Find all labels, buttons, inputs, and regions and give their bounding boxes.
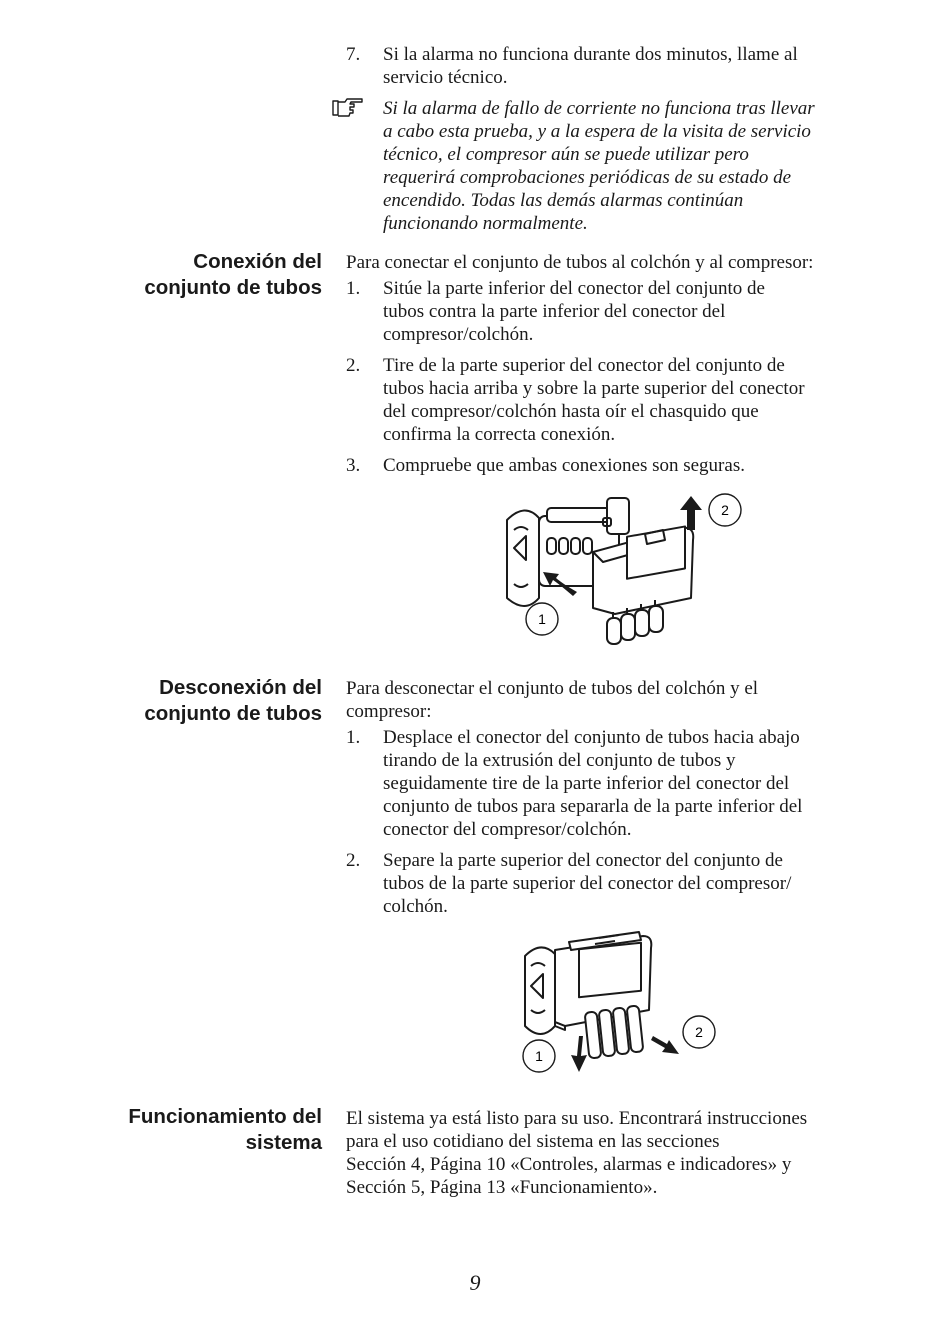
list-item <box>346 726 866 841</box>
heading-line: conjunto de tubos <box>144 276 322 299</box>
text-line: tubos contra la parte inferior del conector del <box>383 301 726 322</box>
list-number: 2. <box>346 355 361 376</box>
list-item <box>346 277 866 346</box>
list-item <box>346 849 866 918</box>
text-line: confirma la correcta conexión. <box>383 424 616 445</box>
list-number: 1. <box>346 727 361 748</box>
text-line: Desplace el conector del conjunto de tubos hacia abajo <box>383 727 800 748</box>
intro-text <box>346 677 866 723</box>
text-line: Separe la parte superior del conector del conjunto de <box>383 850 783 871</box>
note-line: Si la alarma de fallo de corriente no funciona tras llevar <box>383 98 815 119</box>
top-section <box>346 43 866 235</box>
list-item <box>346 454 866 477</box>
text-line: tirando de la extrusión del conjunto de tubos y <box>383 750 736 771</box>
operation-section <box>346 1107 866 1199</box>
section-heading-connect <box>62 249 322 301</box>
callout-label: 1 <box>535 1048 543 1064</box>
note-line: a cabo esta prueba, y a la espera de la visita de servicio <box>383 121 811 142</box>
list-item-7 <box>346 43 866 89</box>
callout-label: 2 <box>721 502 729 518</box>
page-number: 9 <box>469 1270 481 1295</box>
heading-line: Funcionamiento del <box>128 1105 322 1128</box>
list-number: 3. <box>346 455 361 476</box>
text-line: Sección 4, Página 10 «Controles, alarmas e indicadores» y <box>346 1154 792 1175</box>
disconnect-section <box>346 677 866 918</box>
pointing-hand-icon <box>332 97 364 119</box>
list-number: 7. <box>346 44 361 65</box>
text-line: tubos de la parte superior del conector del compresor/ <box>383 873 792 894</box>
text-line: conjunto de tubos para separarla de la parte inferior del <box>383 796 803 817</box>
text-line: Si la alarma no funciona durante dos minutos, llame al <box>383 44 798 65</box>
text-line: compresor: <box>346 701 432 722</box>
text-line: Para desconectar el conjunto de tubos del colchón y el <box>346 678 759 699</box>
text-line: Sitúe la parte inferior del conector del conjunto de <box>383 278 765 299</box>
heading-line: sistema <box>245 1131 322 1154</box>
list-item <box>346 354 866 446</box>
intro-text: Para conectar el conjunto de tubos al colchón y al compresor: <box>346 252 814 273</box>
note-line: requerirá comprobaciones periódicas de su estado de <box>383 167 792 188</box>
note-line: funcionando normalmente. <box>383 213 588 234</box>
section-heading-operation <box>62 1104 322 1156</box>
text-line: tubos hacia arriba y sobre la parte superior del conector <box>383 378 805 399</box>
text-line: seguidamente tire de la parte inferior del conector del <box>383 773 790 794</box>
note <box>346 97 866 235</box>
note-line: encendido. Todas las demás alarmas continúan <box>383 190 744 211</box>
section-heading-disconnect <box>62 675 322 727</box>
text-line: compresor/colchón. <box>383 324 534 345</box>
text-line: para el uso cotidiano del sistema en las secciones <box>346 1131 720 1152</box>
text-line: servicio técnico. <box>383 67 508 88</box>
text-line: Tire de la parte superior del conector del conjunto de <box>383 355 785 376</box>
list-number: 1. <box>346 278 361 299</box>
text-line: Sección 5, Página 13 «Funcionamiento». <box>346 1177 658 1198</box>
disconnect-illustration <box>515 930 725 1080</box>
text-line: del compresor/colchón hasta oír el chasquido que <box>383 401 759 422</box>
connect-illustration <box>495 488 755 658</box>
heading-line: Desconexión del <box>159 676 322 699</box>
list-number: 2. <box>346 850 361 871</box>
callout-label: 2 <box>695 1024 703 1040</box>
text-line: El sistema ya está listo para su uso. Encontrará instrucciones <box>346 1108 808 1129</box>
callout-label: 1 <box>538 611 546 627</box>
text-line: conector del compresor/colchón. <box>383 819 632 840</box>
connect-section <box>346 251 866 477</box>
heading-line: conjunto de tubos <box>144 702 322 725</box>
note-line: técnico, el compresor aún se puede utilizar pero <box>383 144 749 165</box>
heading-line: Conexión del <box>193 250 322 273</box>
text-line: Compruebe que ambas conexiones son seguras. <box>383 455 745 476</box>
text-line: colchón. <box>383 896 448 917</box>
